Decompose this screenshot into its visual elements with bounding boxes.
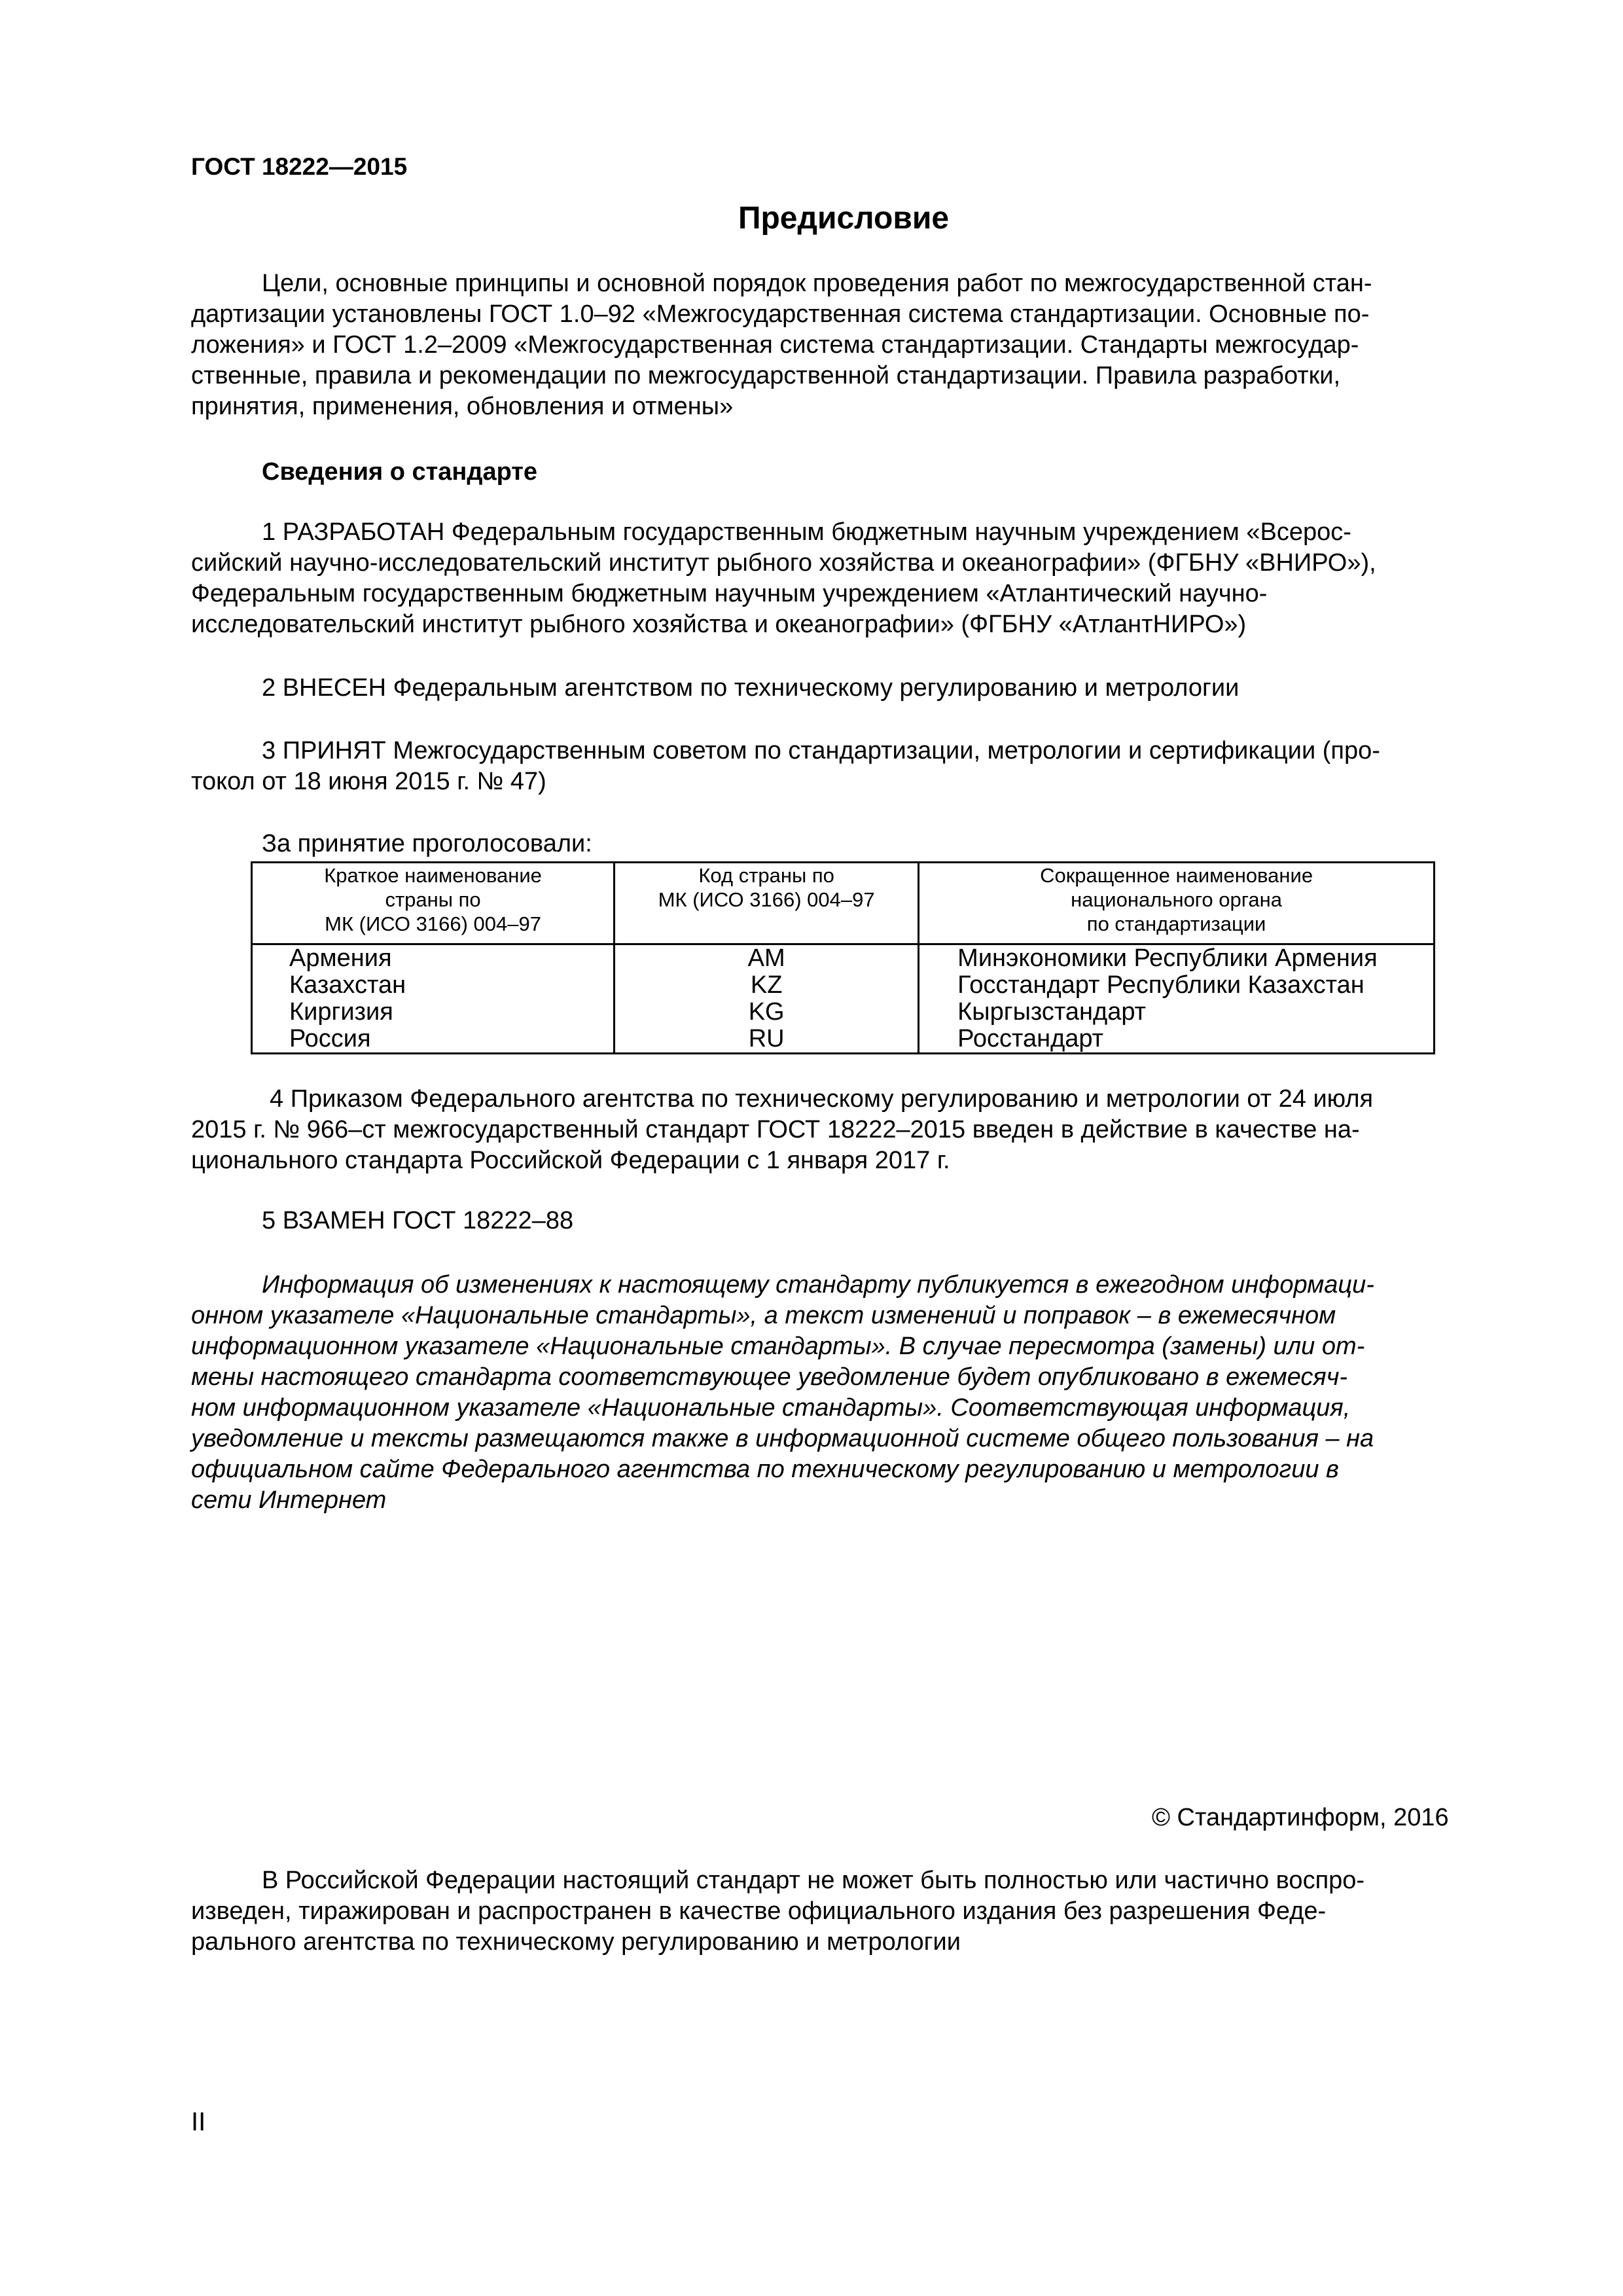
country-cell: Россия xyxy=(252,1026,615,1054)
table-row xyxy=(252,944,1435,973)
item-4-line: 2015 г. № 966–ст межгосударственный стандарт ГОСТ 18222–2015 введен в действие в качестве на- xyxy=(191,1116,1360,1143)
item-1-line: исследовательский институт рыбного хозяйства и океанографии» (ФГБНУ «АтлантНИРО») xyxy=(191,611,1247,638)
intro-line: ложения» и ГОСТ 1.2–2009 «Межгосударственная система стандартизации. Стандарты межгосудар- xyxy=(191,331,1359,359)
item-3-line: токол от 18 июня 2015 г. № 47) xyxy=(191,768,546,795)
intro-line: ственные, правила и рекомендации по межгосударственной стандартизации. Правила разработки, xyxy=(191,362,1341,389)
notice-line: онном указателе «Национальные стандарты», а текст изменений и поправок – в ежемесячном xyxy=(191,1302,1336,1329)
intro-paragraph xyxy=(191,268,1493,422)
item-1-paragraph xyxy=(191,517,1493,640)
national-body-cell: Госстандарт Республики Казахстан xyxy=(919,972,1435,999)
national-body-cell: Минэкономики Республики Армения xyxy=(919,944,1435,973)
country-cell: Казахстан xyxy=(252,972,615,999)
info-heading: Сведения о стандарте xyxy=(262,458,538,486)
code-cell: AM xyxy=(615,944,919,973)
votes-table xyxy=(251,861,1435,1054)
item-3-paragraph xyxy=(191,736,1493,797)
intro-line: дартизации установлены ГОСТ 1.0–92 «Межгосударственная система стандартизации. Основные по- xyxy=(191,300,1370,328)
item-3-line: 3 ПРИНЯТ Межгосударственным советом по стандартизации, метрологии и сертификации (про- xyxy=(262,737,1380,764)
reproduction-line: изведен, тиражирован и распространен в качестве официального издания без разрешения Феде- xyxy=(191,1897,1327,1925)
page-title: Предисловие xyxy=(738,201,950,236)
table-row xyxy=(252,972,1435,999)
notice-line: ном информационном указателе «Национальные стандарты». Соответствующая информация, xyxy=(191,1394,1351,1422)
item-2-paragraph: 2 ВНЕСЕН Федеральным агентством по техническому регулированию и метрологии xyxy=(262,674,1240,702)
item-4-line: ционального стандарта Российской Федерации с 1 января 2017 г. xyxy=(191,1147,950,1174)
item-1-line: Федеральным государственным бюджетным научным учреждением «Атлантический научно- xyxy=(191,580,1268,607)
item-1-line: сийский научно-исследовательский институт рыбного хозяйства и океанографии» (ФГБНУ «ВНИРО»), xyxy=(191,549,1376,577)
notice-line: уведомление и тексты размещаются также в информационной системе общего пользования – на xyxy=(191,1425,1374,1452)
national-body-cell: Росстандарт xyxy=(919,1026,1435,1054)
reproduction-notice xyxy=(191,1865,1493,1958)
item-1-line: 1 РАЗРАБОТАН Федеральным государственным бюджетным научным учреждением «Всерос- xyxy=(262,518,1351,546)
table-row xyxy=(252,999,1435,1026)
intro-line: Цели, основные принципы и основной порядок проведения работ по межгосударственной стан- xyxy=(262,270,1372,297)
column-header-code: Код страны по МК (ИСО 3166) 004–97 xyxy=(615,863,919,944)
reproduction-line: рального агентства по техническому регулированию и метрологии xyxy=(191,1928,961,1956)
code-cell: RU xyxy=(615,1026,919,1054)
votes-table-header-row xyxy=(252,863,1435,944)
notice-line: сети Интернет xyxy=(191,1486,387,1514)
reproduction-line: В Российской Федерации настоящий стандарт не может быть полностью или частично воспро- xyxy=(262,1867,1365,1894)
votes-caption: За принятие проголосовали: xyxy=(262,830,592,857)
code-cell: KG xyxy=(615,999,919,1026)
intro-line: принятия, применения, обновления и отмены» xyxy=(191,393,734,420)
document-code-header: ГОСТ 18222—2015 xyxy=(191,153,408,180)
country-cell: Киргизия xyxy=(252,999,615,1026)
notice-line: информационном указателе «Национальные стандарты». В случае пересмотра (замены) или от- xyxy=(191,1333,1365,1360)
table-row xyxy=(252,1026,1435,1054)
column-header-country: Краткое наименование страны по МК (ИСО 3166) 004–97 xyxy=(252,863,615,944)
item-4-paragraph xyxy=(191,1084,1493,1176)
amendments-notice xyxy=(191,1270,1493,1516)
notice-line: Информация об изменениях к настоящему стандарту публикуется в ежегодном информаци- xyxy=(262,1271,1374,1299)
item-4-line: 4 Приказом Федерального агентства по техническому регулированию и метрологии от 24 июля xyxy=(270,1085,1374,1113)
copyright-notice: © Стандартинформ, 2016 xyxy=(1152,1804,1449,1831)
item-5-paragraph: 5 ВЗАМЕН ГОСТ 18222–88 xyxy=(262,1207,574,1234)
country-cell: Армения xyxy=(252,944,615,973)
column-header-national-body: Сокращенное наименование национального органа по стандартизации xyxy=(919,863,1435,944)
notice-line: мены настоящего стандарта соответствующее уведомление будет опубликовано в ежемесяч- xyxy=(191,1363,1348,1391)
notice-line: официальном сайте Федерального агентства по техническому регулированию и метрологии в xyxy=(191,1456,1339,1483)
national-body-cell: Кыргызстандарт xyxy=(919,999,1435,1026)
page-number: II xyxy=(191,2108,206,2136)
code-cell: KZ xyxy=(615,972,919,999)
